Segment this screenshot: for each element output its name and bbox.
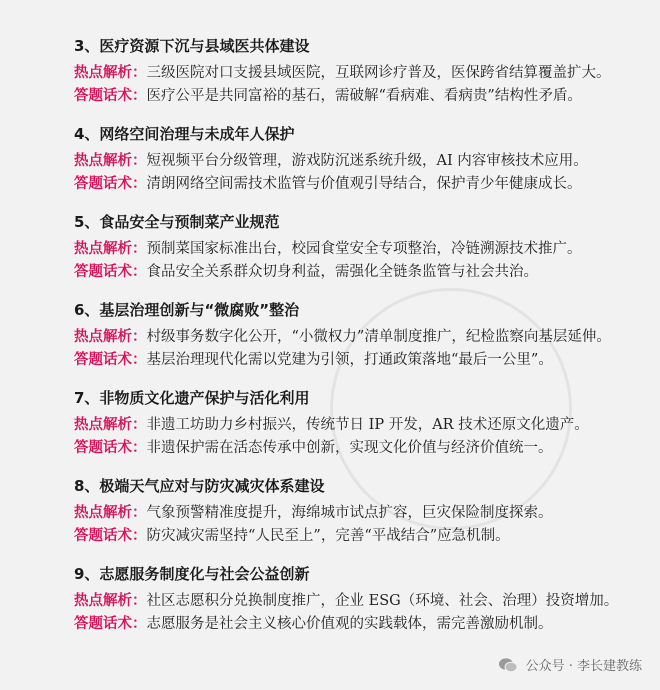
topic-title: 4、网络空间治理与未成年人保护 xyxy=(74,125,295,143)
analysis-row xyxy=(74,326,644,349)
answer-label: 答题话术： xyxy=(74,264,147,280)
analysis-text: 社区志愿积分兑换制度推广，企业 ESG（环境、社会、治理）投资增加。 xyxy=(146,593,619,609)
topic-item xyxy=(74,124,644,196)
answer-text: 防灾减灾需坚持“人民至上”，完善“平战结合”应急机制。 xyxy=(146,528,510,544)
topic-title: 5、食品安全与预制菜产业规范 xyxy=(74,213,280,231)
analysis-text: 气象预警精准度提升，海绵城市试点扩容，巨灾保险制度探索。 xyxy=(146,505,553,521)
answer-label: 答题话术： xyxy=(74,528,147,544)
analysis-label: 热点解析： xyxy=(74,153,147,169)
analysis-text: 短视频平台分级管理，游戏防沉迷系统升级，AI 内容审核技术应用。 xyxy=(146,153,588,169)
topic-title: 8、极端天气应对与防灾减灾体系建设 xyxy=(74,477,325,495)
analysis-label: 热点解析： xyxy=(74,417,147,433)
footer-text: 公众号 · 李长建教练 xyxy=(525,659,642,674)
topic-item xyxy=(74,212,644,284)
answer-text: 清朗网络空间需技术监管与价值观引导结合，保护青少年健康成长。 xyxy=(146,176,582,192)
analysis-row xyxy=(74,62,644,85)
topic-title: 7、非物质文化遗产保护与活化利用 xyxy=(74,389,310,407)
analysis-row xyxy=(74,150,644,173)
wechat-icon xyxy=(498,657,518,673)
answer-row xyxy=(74,173,644,196)
answer-label: 答题话术： xyxy=(74,88,147,104)
analysis-label: 热点解析： xyxy=(74,593,147,609)
answer-row xyxy=(74,261,644,284)
topic-item xyxy=(74,300,644,372)
topic-item xyxy=(74,36,644,108)
analysis-label: 热点解析： xyxy=(74,65,147,81)
analysis-label: 热点解析： xyxy=(74,505,147,521)
analysis-label: 热点解析： xyxy=(74,241,147,257)
answer-label: 答题话术： xyxy=(74,440,147,456)
answer-row xyxy=(74,437,644,460)
article-body xyxy=(74,36,644,652)
answer-row xyxy=(74,85,644,108)
analysis-text: 预制菜国家标准出台，校园食堂安全专项整治，冷链溯源技术推广。 xyxy=(146,241,582,257)
analysis-row xyxy=(74,238,644,261)
analysis-label: 热点解析： xyxy=(74,329,147,345)
answer-label: 答题话术： xyxy=(74,616,147,632)
answer-text: 志愿服务是社会主义核心价值观的实践载体，需完善激励机制。 xyxy=(146,616,553,632)
topic-title: 6、基层治理创新与“微腐败”整治 xyxy=(74,301,300,319)
topic-item xyxy=(74,388,644,460)
analysis-row xyxy=(74,590,644,613)
analysis-row xyxy=(74,502,644,525)
answer-row xyxy=(74,525,644,548)
topic-item xyxy=(74,564,644,636)
answer-row xyxy=(74,613,644,636)
answer-label: 答题话术： xyxy=(74,352,147,368)
topic-title: 9、志愿服务制度化与社会公益创新 xyxy=(74,565,310,583)
footer-source xyxy=(498,655,642,674)
topic-item xyxy=(74,476,644,548)
analysis-text: 三级医院对口支援县域医院，互联网诊疗普及，医保跨省结算覆盖扩大。 xyxy=(146,65,611,81)
answer-text: 基层治理现代化需以党建为引领，打通政策落地“最后一公里”。 xyxy=(146,352,553,368)
answer-text: 医疗公平是共同富裕的基石，需破解“看病难、看病贵”结构性矛盾。 xyxy=(146,88,582,104)
analysis-text: 非遗工坊助力乡村振兴，传统节日 IP 开发，AR 技术还原文化遗产。 xyxy=(146,417,589,433)
answer-label: 答题话术： xyxy=(74,176,147,192)
answer-text: 非遗保护需在活态传承中创新，实现文化价值与经济价值统一。 xyxy=(146,440,553,456)
topic-title: 3、医疗资源下沉与县域医共体建设 xyxy=(74,37,310,55)
answer-row xyxy=(74,349,644,372)
answer-text: 食品安全关系群众切身利益，需强化全链条监管与社会共治。 xyxy=(146,264,538,280)
analysis-row xyxy=(74,414,644,437)
analysis-text: 村级事务数字化公开，“小微权力”清单制度推广，纪检监察向基层延伸。 xyxy=(146,329,611,345)
